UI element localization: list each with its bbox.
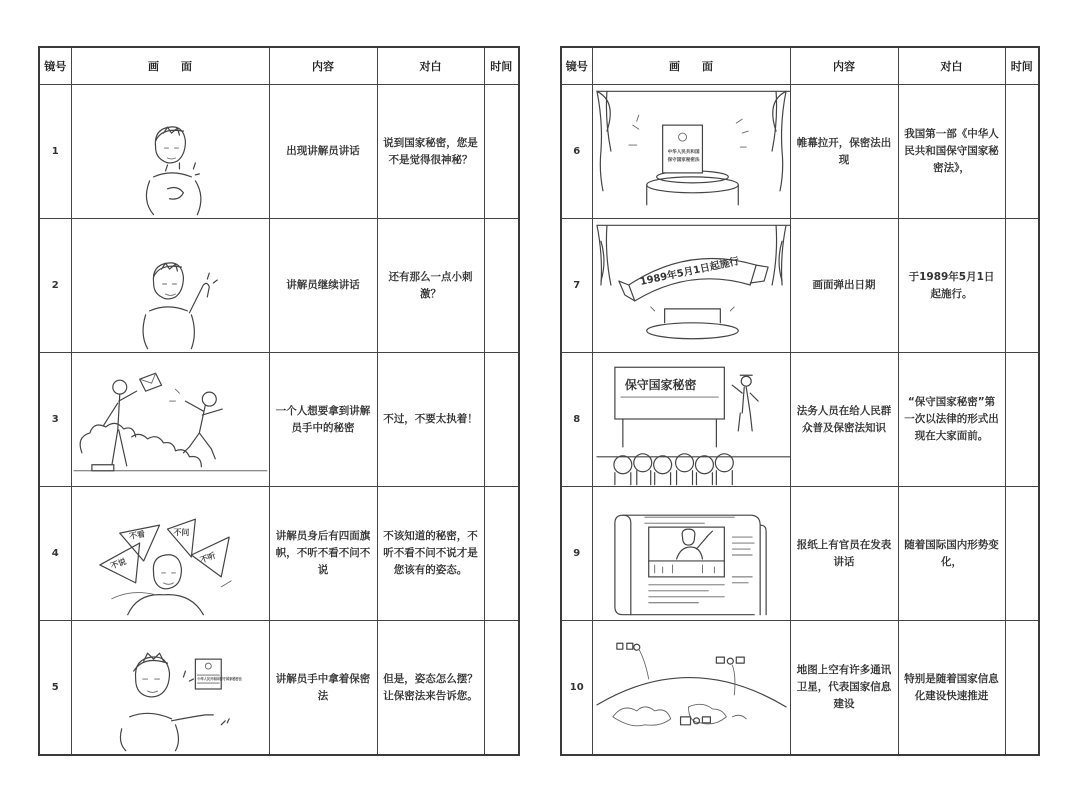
audience-heads — [613, 454, 732, 485]
table-row — [561, 219, 1039, 353]
shot-number: 2 — [39, 219, 71, 353]
flag-label: 不听 — [198, 550, 217, 565]
sketch-narrator-talking — [71, 219, 269, 353]
time-cell — [484, 353, 519, 487]
dialogue-cell: 不该知道的秘密，不听不看不问不说才是您该有的姿态。 — [377, 487, 484, 621]
header-time: 时间 — [1005, 47, 1039, 85]
header-picture: 画 面 — [71, 47, 269, 85]
time-cell — [1005, 85, 1039, 219]
chasing-secret-illustration — [72, 353, 269, 486]
header-time: 时间 — [484, 47, 519, 85]
header-dialogue: 对白 — [898, 47, 1005, 85]
shot-number: 1 — [39, 85, 71, 219]
sketch-satellites-over-map — [592, 621, 790, 756]
time-cell — [1005, 353, 1039, 487]
header-dialogue: 对白 — [377, 47, 484, 85]
law-lecture-illustration — [593, 353, 790, 486]
dialogue-cell: “保守国家秘密”第一次以法律的形式出现在大家面前。 — [898, 353, 1005, 487]
table-row — [39, 219, 519, 353]
dialogue-cell: 于1989年5月1日起施行。 — [898, 219, 1005, 353]
time-cell — [484, 621, 519, 756]
header-picture: 画 面 — [592, 47, 790, 85]
shot-number: 7 — [561, 219, 592, 353]
content-cell: 讲解员身后有四面旗帜，不听不看不问不说 — [269, 487, 377, 621]
shot-number: 4 — [39, 487, 71, 621]
shot-number: 9 — [561, 487, 592, 621]
dialogue-cell: 不过，不要太执着！ — [377, 353, 484, 487]
content-cell: 报纸上有官员在发表讲话 — [790, 487, 898, 621]
time-cell — [1005, 621, 1039, 756]
time-cell — [484, 219, 519, 353]
content-cell: 画面弹出日期 — [790, 219, 898, 353]
shot-number: 10 — [561, 621, 592, 756]
time-cell — [484, 487, 519, 621]
board-title: 保守国家秘密 — [624, 378, 696, 393]
header-shot: 镜号 — [561, 47, 592, 85]
content-cell: 一个人想要拿到讲解员手中的秘密 — [269, 353, 377, 487]
curtain-reveal-illustration — [593, 85, 790, 218]
header-shot: 镜号 — [39, 47, 71, 85]
storyboard-table-right — [560, 46, 1040, 756]
dialogue-cell: 说到国家秘密，您是不是觉得很神秘？ — [377, 85, 484, 219]
dialogue-cell: 还有那么一点小刺激？ — [377, 219, 484, 353]
narrator-talking-illustration — [72, 219, 269, 352]
law-book-title: 中华人民共和国保守国家秘密法 — [196, 677, 242, 682]
content-cell: 讲解员继续讲话 — [269, 219, 377, 353]
law-book-title-line2: 保守国家秘密法 — [667, 157, 700, 163]
flag-label: 不说 — [108, 556, 127, 571]
header-content: 内容 — [269, 47, 377, 85]
flag-icon — [167, 519, 195, 557]
time-cell — [1005, 219, 1039, 353]
law-book-title-line1: 中华人民共和国 — [667, 149, 700, 155]
shot-number: 5 — [39, 621, 71, 756]
sketch-holding-law-book — [71, 621, 269, 756]
sketch-date-banner — [592, 219, 790, 353]
flag-label: 不看 — [127, 529, 146, 542]
content-cell: 帷幕拉开，保密法出现 — [790, 85, 898, 219]
satellite-icon — [716, 657, 744, 664]
date-banner-illustration — [593, 219, 790, 352]
dialogue-cell: 特别是随着国家信息化建设快速推进 — [898, 621, 1005, 756]
satellite-icon — [616, 643, 639, 650]
dialogue-cell: 随着国际国内形势变化， — [898, 487, 1005, 621]
table-row — [39, 353, 519, 487]
sketch-narrator-thinking — [71, 85, 269, 219]
time-cell — [1005, 487, 1039, 621]
shot-number: 6 — [561, 85, 592, 219]
table-row — [39, 85, 519, 219]
header-row — [39, 47, 519, 85]
storyboard-table-left — [38, 46, 520, 756]
table-row — [39, 487, 519, 621]
flag-label: 不问 — [172, 528, 189, 538]
sketch-law-lecture — [592, 353, 790, 487]
newspaper-official-illustration — [593, 487, 790, 620]
content-cell: 地图上空有许多通讯卫星，代表国家信息建设 — [790, 621, 898, 756]
sketch-chasing-secret — [71, 353, 269, 487]
content-cell: 法务人员在给人民群众普及保密法知识 — [790, 353, 898, 487]
time-cell — [484, 85, 519, 219]
sketch-four-flags — [71, 487, 269, 621]
table-row — [561, 85, 1039, 219]
shot-number: 3 — [39, 353, 71, 487]
satellites-over-map-illustration — [593, 621, 790, 754]
table-row — [561, 353, 1039, 487]
content-cell: 出现讲解员讲话 — [269, 85, 377, 219]
table-row — [561, 621, 1039, 756]
narrator-thinking-illustration — [72, 85, 269, 218]
dialogue-cell: 但是，姿态怎么摆？让保密法来告诉您。 — [377, 621, 484, 756]
date-banner-text: 1989年5月1日起施行 — [638, 256, 740, 288]
table-row — [561, 487, 1039, 621]
four-flags-illustration — [72, 487, 269, 620]
shot-number: 8 — [561, 353, 592, 487]
table-row — [39, 621, 519, 756]
content-cell: 讲解员手中拿着保密法 — [269, 621, 377, 756]
dialogue-cell: 我国第一部《中华人民共和国保守国家秘密法》， — [898, 85, 1005, 219]
holding-law-book-illustration — [72, 621, 269, 754]
sketch-curtain-reveal — [592, 85, 790, 219]
header-content: 内容 — [790, 47, 898, 85]
header-row — [561, 47, 1039, 85]
sketch-newspaper-official — [592, 487, 790, 621]
